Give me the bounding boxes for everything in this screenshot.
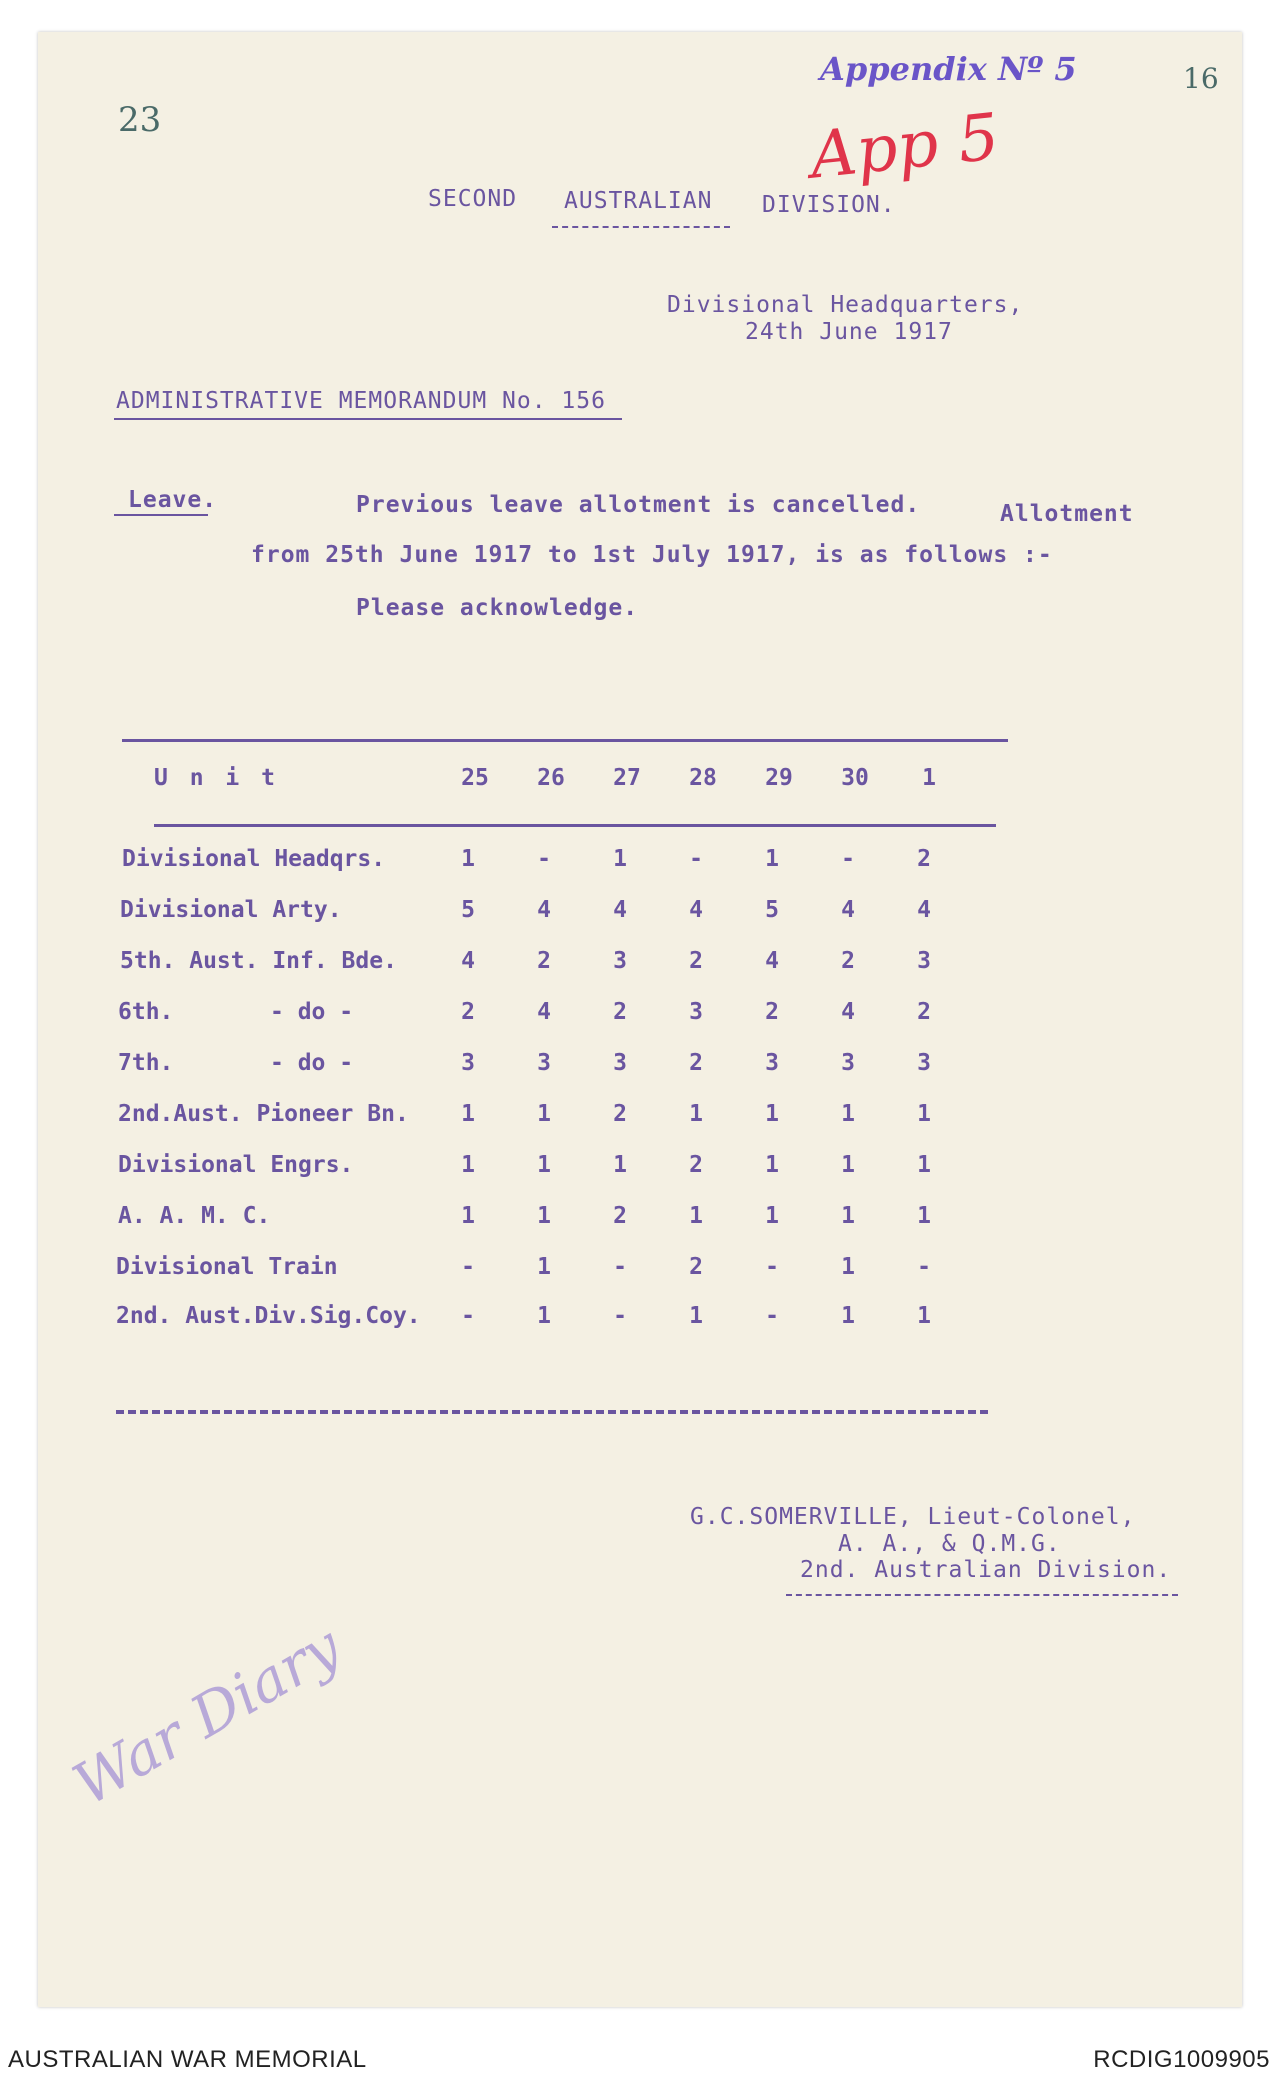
day-header-28: 28 xyxy=(689,765,717,791)
day-header-26: 26 xyxy=(537,765,565,791)
memo-title-underline xyxy=(114,418,622,420)
memo-title: ADMINISTRATIVE MEMORANDUM No. 156 xyxy=(116,388,606,414)
footer-reference: RCDIG1009905 xyxy=(1093,2046,1270,2073)
war-diary-annotation: War Diary xyxy=(62,1612,352,1819)
table-row xyxy=(0,897,1276,937)
folio-number-right: 16 xyxy=(1183,62,1219,95)
allotment-value: 2 xyxy=(537,948,551,974)
allotment-value: 1 xyxy=(765,846,779,872)
headquarters-line: Divisional Headquarters, xyxy=(667,292,1024,318)
allotment-value: 4 xyxy=(613,897,627,923)
allotment-value: 4 xyxy=(537,999,551,1025)
allotment-value: 5 xyxy=(461,897,475,923)
allotment-value: 2 xyxy=(917,846,931,872)
allotment-value: - xyxy=(917,1254,931,1280)
day-header-1: 1 xyxy=(922,765,936,791)
day-header-30: 30 xyxy=(841,765,869,791)
day-header-25: 25 xyxy=(461,765,489,791)
allotment-value: 1 xyxy=(841,1152,855,1178)
leave-label: Leave. xyxy=(128,487,218,513)
table-row xyxy=(0,1101,1276,1141)
allotment-value: 1 xyxy=(765,1101,779,1127)
allotment-value: 3 xyxy=(537,1050,551,1076)
table-row xyxy=(0,1303,1276,1343)
allotment-value: 4 xyxy=(461,948,475,974)
table-row xyxy=(0,1050,1276,1090)
allotment-value: 3 xyxy=(841,1050,855,1076)
red-pencil-annotation: App 5 xyxy=(806,100,1003,194)
unit-name: Divisional Arty. xyxy=(120,897,342,923)
unit-name: A. A. M. C. xyxy=(118,1203,271,1229)
signature-appointment: A. A., & Q.M.G. xyxy=(838,1531,1061,1557)
unit-name: 2nd.Aust. Pioneer Bn. xyxy=(118,1101,409,1127)
leave-text-line1-end: Allotment xyxy=(1000,501,1134,527)
allotment-value: 1 xyxy=(537,1203,551,1229)
allotment-value: 4 xyxy=(841,897,855,923)
allotment-value: 1 xyxy=(841,1203,855,1229)
allotment-value: 5 xyxy=(765,897,779,923)
unit-name: Divisional Headqrs. xyxy=(122,846,386,872)
signature-underline xyxy=(786,1594,1178,1596)
leave-text-line3: Please acknowledge. xyxy=(356,595,639,621)
allotment-value: 2 xyxy=(689,1152,703,1178)
allotment-value: 1 xyxy=(841,1101,855,1127)
unit-name: Divisional Train xyxy=(116,1254,338,1280)
allotment-value: 3 xyxy=(765,1050,779,1076)
allotment-value: 2 xyxy=(689,1050,703,1076)
allotment-value: 1 xyxy=(537,1101,551,1127)
allotment-value: 1 xyxy=(613,846,627,872)
table-top-rule xyxy=(122,739,1008,742)
allotment-value: - xyxy=(841,846,855,872)
allotment-value: - xyxy=(537,846,551,872)
leave-text-line1: Previous leave allotment is cancelled. xyxy=(356,492,921,518)
allotment-value: 3 xyxy=(917,948,931,974)
footer-credit: AUSTRALIAN WAR MEMORIAL xyxy=(8,2046,367,2073)
allotment-value: 1 xyxy=(461,846,475,872)
day-header-27: 27 xyxy=(613,765,641,791)
allotment-value: 3 xyxy=(917,1050,931,1076)
leave-text-line2: from 25th June 1917 to 1st July 1917, is as follows :- xyxy=(251,542,1053,568)
allotment-value: 1 xyxy=(765,1203,779,1229)
allotment-value: 2 xyxy=(917,999,931,1025)
allotment-value: - xyxy=(461,1303,475,1329)
allotment-value: 2 xyxy=(613,1203,627,1229)
allotment-value: - xyxy=(689,846,703,872)
ditto-mark: - do - xyxy=(270,1050,354,1076)
unit-name: 2nd. Aust.Div.Sig.Coy. xyxy=(116,1303,421,1329)
unit-name: 5th. Aust. Inf. Bde. xyxy=(120,948,397,974)
allotment-value: 4 xyxy=(765,948,779,974)
table-header-row xyxy=(0,765,1276,805)
unit-name: 6th. xyxy=(118,999,174,1025)
unit-column-header: U n i t xyxy=(154,765,279,791)
allotment-value: 3 xyxy=(613,1050,627,1076)
allotment-value: 2 xyxy=(689,1254,703,1280)
allotment-value: 1 xyxy=(917,1152,931,1178)
allotment-value: 1 xyxy=(461,1101,475,1127)
table-row xyxy=(0,1152,1276,1192)
table-row xyxy=(0,1254,1276,1294)
unit-name: Divisional Engrs. xyxy=(118,1152,354,1178)
title-underline xyxy=(552,226,730,228)
allotment-value: 1 xyxy=(841,1254,855,1280)
allotment-value: 2 xyxy=(461,999,475,1025)
allotment-value: - xyxy=(765,1254,779,1280)
title-word-division: DIVISION. xyxy=(762,192,896,218)
allotment-value: 3 xyxy=(613,948,627,974)
table-row xyxy=(0,999,1276,1039)
title-word-australian: AUSTRALIAN xyxy=(564,188,713,214)
allotment-value: 4 xyxy=(917,897,931,923)
unit-name: 7th. xyxy=(118,1050,174,1076)
allotment-value: 3 xyxy=(689,999,703,1025)
allotment-value: - xyxy=(613,1303,627,1329)
allotment-value: 1 xyxy=(461,1203,475,1229)
allotment-value: 1 xyxy=(537,1303,551,1329)
allotment-value: 1 xyxy=(461,1152,475,1178)
table-row xyxy=(0,1203,1276,1243)
allotment-value: 1 xyxy=(841,1303,855,1329)
allotment-value: 2 xyxy=(765,999,779,1025)
allotment-value: 1 xyxy=(689,1101,703,1127)
allotment-value: 1 xyxy=(917,1203,931,1229)
signature-name: G.C.SOMERVILLE, Lieut-Colonel, xyxy=(690,1504,1136,1530)
table-bottom-rule xyxy=(116,1410,988,1414)
leave-label-underline xyxy=(114,514,208,516)
allotment-value: 1 xyxy=(917,1303,931,1329)
allotment-value: 1 xyxy=(537,1254,551,1280)
table-row xyxy=(0,846,1276,886)
day-header-29: 29 xyxy=(765,765,793,791)
allotment-value: 1 xyxy=(765,1152,779,1178)
allotment-value: - xyxy=(765,1303,779,1329)
folio-number-left: 23 xyxy=(118,100,162,140)
allotment-value: 1 xyxy=(689,1303,703,1329)
allotment-value: - xyxy=(461,1254,475,1280)
ditto-mark: - do - xyxy=(270,999,354,1025)
allotment-value: 4 xyxy=(841,999,855,1025)
allotment-value: 2 xyxy=(841,948,855,974)
allotment-value: 2 xyxy=(613,1101,627,1127)
appendix-annotation: Appendix Nº 5 xyxy=(820,50,1077,88)
allotment-value: 4 xyxy=(689,897,703,923)
allotment-value: 1 xyxy=(917,1101,931,1127)
allotment-value: 1 xyxy=(689,1203,703,1229)
table-row xyxy=(0,948,1276,988)
allotment-value: 2 xyxy=(613,999,627,1025)
allotment-value: - xyxy=(613,1254,627,1280)
allotment-value: 1 xyxy=(613,1152,627,1178)
allotment-value: 3 xyxy=(461,1050,475,1076)
signature-division: 2nd. Australian Division. xyxy=(800,1557,1172,1583)
allotment-value: 2 xyxy=(689,948,703,974)
date-line: 24th June 1917 xyxy=(745,319,953,345)
title-word-second: SECOND xyxy=(428,186,518,212)
table-header-rule xyxy=(154,824,996,827)
allotment-value: 1 xyxy=(537,1152,551,1178)
allotment-value: 4 xyxy=(537,897,551,923)
